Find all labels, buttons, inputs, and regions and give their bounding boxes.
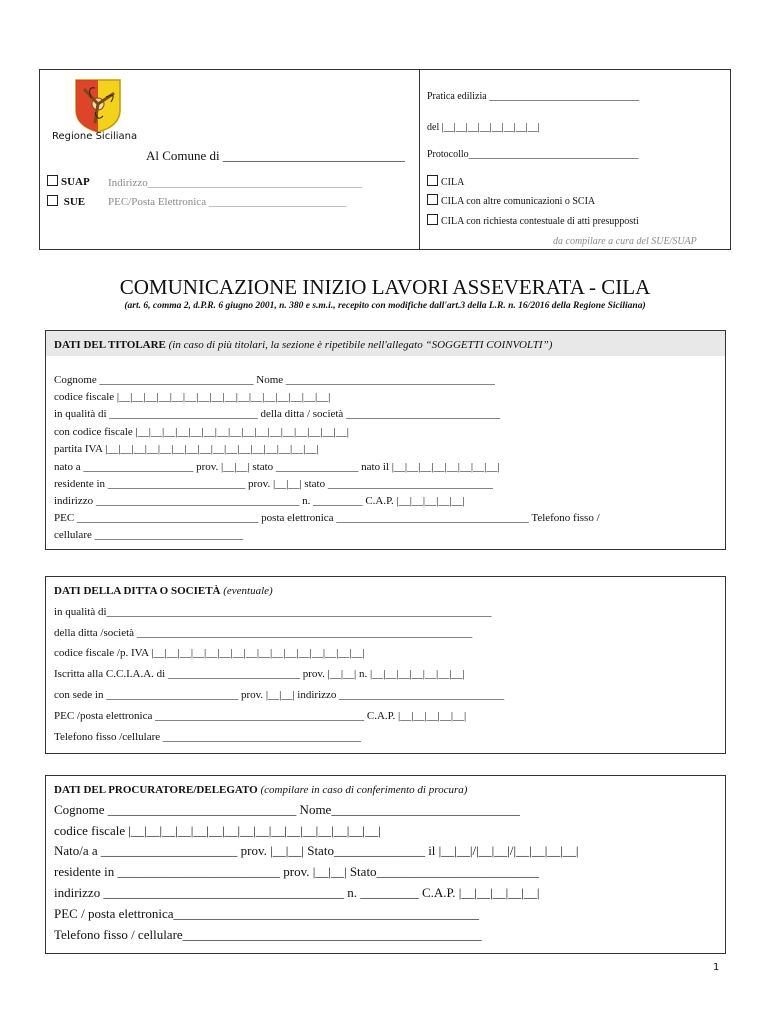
ditta-line[interactable]: codice fiscale /p. IVA |__|__|__|__|__|__|__|__|__|__|__|__|__|__|__|__| [54,647,365,659]
sue-pec-field[interactable]: PEC/Posta Elettronica _________________________ [108,196,347,208]
cila-checkbox[interactable] [427,175,438,186]
procuratore-line[interactable]: Cognome _____________________________ Nome_____________________________ [54,802,520,817]
procuratore-line[interactable]: indirizzo _____________________________________ n. _________ C.A.P. |__|__|__|__|__| [54,885,540,900]
titolare-line[interactable]: Cognome ____________________________ Nome ______________________________________ [54,374,495,386]
del-date-field[interactable]: del |__|__|__|__|__|__|__|__| [427,122,540,133]
ditta-line[interactable]: con sede in ________________________ prov. |__|__| indirizzo ______________________________ [54,689,505,701]
pratica-field[interactable]: Pratica edilizia ______________________________ [427,91,640,102]
sue-option[interactable]: SUE [47,195,85,209]
page-subtitle: (art. 6, comma 2, d.P.R. 6 giugno 2001, n. 380 e s.m.i., recepito con modifiche dall'art.3 della L.R. n. 16/2016 della Regione Siciliana) [124,301,646,311]
suap-address-field[interactable]: Indirizzo_______________________________________ [108,177,363,189]
ditta-line[interactable]: PEC /posta elettronica ______________________________________ C.A.P. |__|__|__|__|__| [54,710,467,722]
ditta-line[interactable]: in qualità di______________________________________________________________________ [54,606,492,618]
region-label: Regione Siciliana [52,131,138,142]
procuratore-line[interactable]: Nato/a a _____________________ prov. |__|__| Stato______________ il |__|__|/|__|__|/|__|__|__|__| [54,843,579,858]
titolare-line[interactable]: partita IVA |__|__|__|__|__|__|__|__|__|__|__|__|__|__|__|__| [54,443,319,455]
titolare-line[interactable]: con codice fiscale |__|__|__|__|__|__|__|__|__|__|__|__|__|__|__|__| [54,426,349,438]
section-ditta-title: DATI DELLA DITTA O SOCIETÀ (eventuale) [54,585,273,597]
suap-option[interactable]: SUAP [47,175,90,189]
cura-note: da compilare a cura del SUE/SUAP [553,236,697,247]
cila-altre-checkbox[interactable] [427,194,438,205]
comune-field[interactable]: Al Comune di ____________________________ [146,148,405,163]
titolare-line[interactable]: nato a ____________________ prov. |__|__| stato _______________ nato il |__|__|__|__|__|__|__|__| [54,461,500,473]
procuratore-line[interactable]: residente in _________________________ prov. |__|__| Stato_________________________ [54,864,540,879]
ditta-line[interactable]: Iscritta alla C.C.I.A.A. di ________________________ prov. |__|__| n. |__|__|__|__|__|__|__| [54,668,465,680]
option-cila-altre[interactable]: CILA con altre comunicazioni o SCIA [427,194,595,209]
titolare-line[interactable]: codice fiscale |__|__|__|__|__|__|__|__|__|__|__|__|__|__|__|__| [54,391,331,403]
procuratore-line[interactable]: PEC / posta elettronica_______________________________________________ [54,906,480,921]
section-titolare-title: DATI DEL TITOLARE (in caso di più titolari, la sezione è ripetibile nell'allegato “SOGGETTI COINVOLTI”) [54,339,553,351]
ditta-line[interactable]: della ditta /società _____________________________________________________________ [54,627,473,639]
section-procuratore-title: DATI DEL PROCURATORE/DELEGATO (compilare in caso di conferimento di procura) [54,784,468,796]
page-number: 1 [713,962,720,973]
procuratore-line[interactable]: codice fiscale |__|__|__|__|__|__|__|__|__|__|__|__|__|__|__|__| [54,823,381,838]
header-divider [419,69,420,250]
titolare-line[interactable]: PEC _________________________________ posta elettronica ___________________________________ Telefono fisso / [54,512,600,524]
titolare-line[interactable]: residente in _________________________ prov. |__|__| stato ______________________________ [54,478,493,490]
titolare-line[interactable]: in qualità di ___________________________ della ditta / società ____________________________ [54,408,501,420]
cila-richiesta-checkbox[interactable] [427,214,438,225]
region-logo-icon [73,76,123,134]
sue-checkbox[interactable] [47,195,58,206]
procuratore-line[interactable]: Telefono fisso / cellulare______________________________________________ [54,927,482,942]
option-cila[interactable]: CILA [427,175,464,190]
ditta-line[interactable]: Telefono fisso /cellulare ____________________________________ [54,731,361,743]
protocollo-field[interactable]: Protocollo__________________________________ [427,149,639,160]
section-ditta [45,576,726,754]
suap-checkbox[interactable] [47,175,58,186]
option-cila-richiesta[interactable]: CILA con richiesta contestuale di atti presupposti [427,214,639,229]
titolare-line[interactable]: cellulare ___________________________ [54,529,244,541]
page-title: COMUNICAZIONE INIZIO LAVORI ASSEVERATA - CILA [119,275,651,299]
titolare-line[interactable]: indirizzo _____________________________________ n. _________ C.A.P. |__|__|__|__|__| [54,495,465,507]
